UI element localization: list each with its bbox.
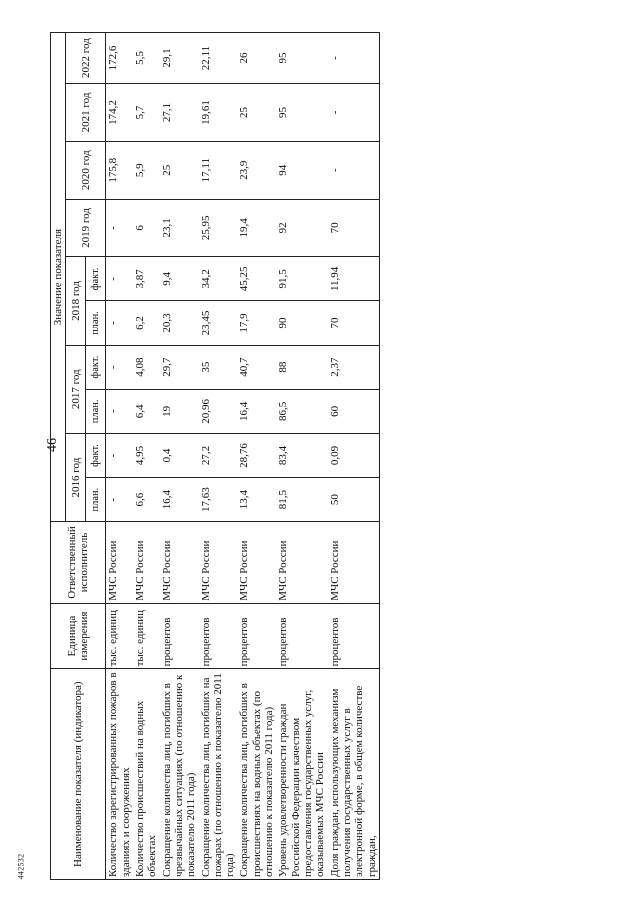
value-cell: 70: [328, 199, 380, 257]
value-cell: 6,4: [133, 389, 160, 433]
value-cell: -: [106, 301, 133, 345]
value-cell: 95: [276, 33, 327, 84]
indicator-name: Уровень удовлетворенности граждан Российской Федерации качеством предоставления государственных услуг, оказываемых МЧС России: [276, 669, 327, 880]
value-cell: 23,45: [199, 301, 238, 345]
value-cell: 23,9: [237, 141, 276, 199]
value-cell: 27,2: [199, 433, 238, 477]
value-cell: 45,25: [237, 257, 276, 301]
header-2018: 2018 год: [66, 257, 86, 345]
value-cell: -: [106, 199, 133, 257]
header-2021: 2021 год: [66, 84, 106, 142]
indicator-name: Сокращение количества лиц, погибших в чрезвычайных ситуациях (по отношению к показателю 2011 года): [160, 669, 199, 880]
unit-cell: процентов: [328, 603, 380, 669]
value-cell: 70: [328, 301, 380, 345]
table-row: [160, 33, 199, 880]
header-2017: 2017 год: [66, 345, 86, 433]
value-cell: 4,08: [133, 345, 160, 389]
responsible-cell: МЧС России: [133, 522, 160, 604]
header-fact-2016: факт.: [86, 433, 106, 477]
value-cell: 174,2: [106, 84, 133, 142]
value-cell: 17,11: [199, 141, 238, 199]
header-unit: Единица измерения: [51, 603, 106, 669]
value-cell: -: [106, 389, 133, 433]
value-cell: 95: [276, 84, 327, 142]
unit-cell: процентов: [160, 603, 199, 669]
value-cell: -: [106, 433, 133, 477]
unit-cell: процентов: [199, 603, 238, 669]
value-cell: -: [106, 257, 133, 301]
table-row: [106, 33, 133, 880]
table-row: [328, 33, 380, 880]
value-cell: -: [106, 345, 133, 389]
value-cell: 27,1: [160, 84, 199, 142]
document-code: 442532: [16, 853, 26, 880]
header-fact-2017: факт.: [86, 345, 106, 389]
value-cell: 5,7: [133, 84, 160, 142]
unit-cell: процентов: [276, 603, 327, 669]
value-cell: 81,5: [276, 478, 327, 522]
value-cell: 0,4: [160, 433, 199, 477]
indicator-name: Доля граждан, использующих механизм получения государственных услуг в электронной форме, в общем количестве граждан,: [328, 669, 380, 880]
value-cell: 29,1: [160, 33, 199, 84]
value-cell: -: [328, 84, 380, 142]
value-cell: 11,94: [328, 257, 380, 301]
value-cell: 34,2: [199, 257, 238, 301]
table-row: [133, 33, 160, 880]
table-row: [199, 33, 238, 880]
value-cell: 94: [276, 141, 327, 199]
header-responsible: Ответственный исполнитель: [51, 522, 106, 604]
header-2019: 2019 год: [66, 199, 106, 257]
value-cell: 20,3: [160, 301, 199, 345]
value-cell: 19,61: [199, 84, 238, 142]
unit-cell: процентов: [237, 603, 276, 669]
value-cell: -: [328, 33, 380, 84]
value-cell: -: [328, 141, 380, 199]
table-row: [276, 33, 327, 880]
value-cell: 22,11: [199, 33, 238, 84]
value-cell: 28,76: [237, 433, 276, 477]
value-cell: 0,09: [328, 433, 380, 477]
indicator-name: Сокращение количества лиц, погибших в происшествиях на водных объектах (по отношению к показателю 2011 года): [237, 669, 276, 880]
header-plan-2018: план.: [86, 301, 106, 345]
value-cell: 83,4: [276, 433, 327, 477]
value-cell: 91,5: [276, 257, 327, 301]
value-cell: 92: [276, 199, 327, 257]
value-cell: 40,7: [237, 345, 276, 389]
value-cell: 16,4: [237, 389, 276, 433]
value-cell: -: [106, 478, 133, 522]
indicator-name: Сокращение количества лиц, погибших на пожарах (по отношению к показателю 2011 года): [199, 669, 238, 880]
value-cell: 35: [199, 345, 238, 389]
header-2022: 2022 год: [66, 33, 106, 84]
value-cell: 19: [160, 389, 199, 433]
value-cell: 23,1: [160, 199, 199, 257]
value-cell: 60: [328, 389, 380, 433]
value-cell: 6,6: [133, 478, 160, 522]
value-cell: 25: [160, 141, 199, 199]
value-cell: 88: [276, 345, 327, 389]
value-cell: 86,5: [276, 389, 327, 433]
unit-cell: тыс. единиц: [133, 603, 160, 669]
value-cell: 20,96: [199, 389, 238, 433]
value-cell: 6: [133, 199, 160, 257]
rotated-table-wrapper: [50, 32, 574, 880]
header-plan-2017: план.: [86, 389, 106, 433]
value-cell: 3,87: [133, 257, 160, 301]
responsible-cell: МЧС России: [328, 522, 380, 604]
value-cell: 5,9: [133, 141, 160, 199]
header-2016: 2016 год: [66, 433, 86, 521]
indicator-name: Количество зарегистрированных пожаров в зданиях и сооружениях: [106, 669, 133, 880]
value-cell: 13,4: [237, 478, 276, 522]
value-cell: 6,2: [133, 301, 160, 345]
value-cell: 17,9: [237, 301, 276, 345]
responsible-cell: МЧС России: [237, 522, 276, 604]
value-cell: 90: [276, 301, 327, 345]
value-cell: 172,6: [106, 33, 133, 84]
value-cell: 5,5: [133, 33, 160, 84]
responsible-cell: МЧС России: [199, 522, 238, 604]
header-plan-2016: план.: [86, 478, 106, 522]
value-cell: 17,63: [199, 478, 238, 522]
header-name: Наименование показателя (индикатора): [51, 669, 106, 880]
value-cell: 175,8: [106, 141, 133, 199]
unit-cell: тыс. единиц: [106, 603, 133, 669]
header-fact-2018: факт.: [86, 257, 106, 301]
page-number: 46: [45, 438, 60, 452]
responsible-cell: МЧС России: [106, 522, 133, 604]
value-cell: 16,4: [160, 478, 199, 522]
indicator-name: Количество происшествий на водных объектах: [133, 669, 160, 880]
value-cell: 4,95: [133, 433, 160, 477]
responsible-cell: МЧС России: [160, 522, 199, 604]
header-2020: 2020 год: [66, 141, 106, 199]
value-cell: 25,95: [199, 199, 238, 257]
value-cell: 9,4: [160, 257, 199, 301]
value-cell: 26: [237, 33, 276, 84]
table-row: [237, 33, 276, 880]
header-values: Значение показателя: [51, 33, 66, 522]
indicators-table: [50, 32, 380, 880]
value-cell: 2,37: [328, 345, 380, 389]
value-cell: 50: [328, 478, 380, 522]
value-cell: 19,4: [237, 199, 276, 257]
value-cell: 25: [237, 84, 276, 142]
responsible-cell: МЧС России: [276, 522, 327, 604]
value-cell: 29,7: [160, 345, 199, 389]
